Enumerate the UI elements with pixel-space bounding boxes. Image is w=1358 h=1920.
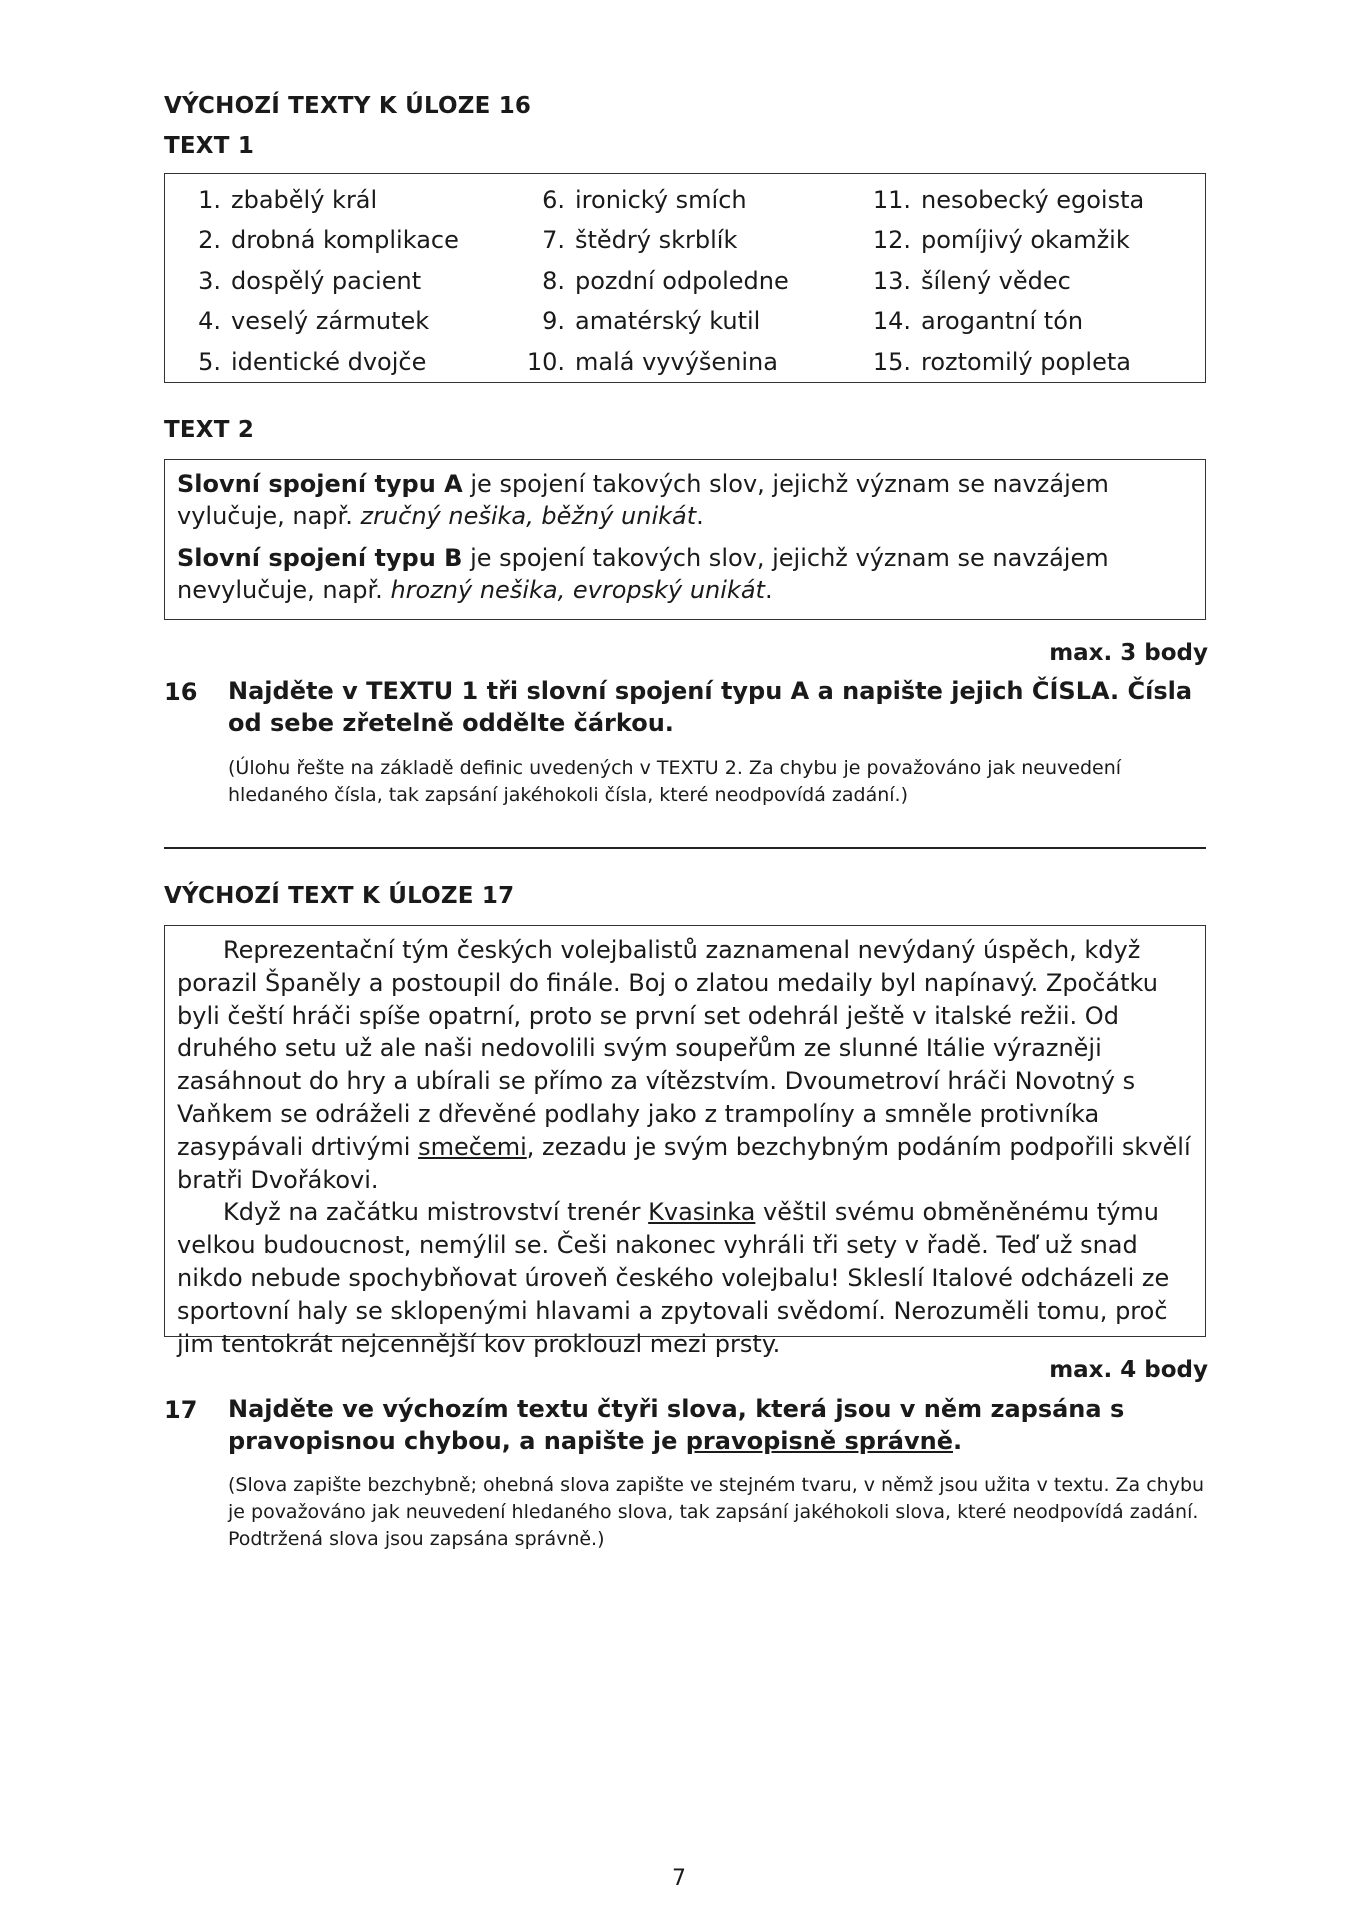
list-item: 8. pozdní odpoledne <box>542 266 789 295</box>
section16-heading: VÝCHOZÍ TEXTY K ÚLOZE 16 <box>164 93 532 119</box>
task16-number: 16 <box>164 678 198 706</box>
list-item: 9. amatérský kutil <box>542 307 761 336</box>
task17-number: 17 <box>164 1396 198 1424</box>
list-item: 4. veselý zármutek <box>198 307 430 336</box>
phrase-column-3 <box>872 180 1145 382</box>
task17-question: Najděte ve výchozím textu čtyři slova, která jsou v něm zapsána s pravopisnou chybou, a napište je pravopisně správně. <box>228 1395 1125 1455</box>
definition-type-b: Slovní spojení typu B je spojení takových slov, jejichž význam se navzájem nevylučuje, např. hrozný nešika, evropský unikát. <box>177 544 1109 604</box>
list-item: 13. šílený vědec <box>872 266 1071 295</box>
phrase-column-2 <box>526 180 789 382</box>
list-item: 12. pomíjivý okamžik <box>872 226 1130 255</box>
text1-heading: TEXT 1 <box>164 133 255 159</box>
text2-definitions <box>164 459 1206 620</box>
section-divider <box>164 847 1206 849</box>
text17-story <box>164 925 1206 1358</box>
list-item: 15. roztomilý popleta <box>872 347 1131 376</box>
list-item: 3. dospělý pacient <box>198 266 422 295</box>
list-item: 2. drobná komplikace <box>198 226 459 255</box>
text1-phrase-list <box>164 173 1206 383</box>
task16-max-points: max. 3 body <box>1049 640 1208 666</box>
exam-page <box>164 0 1208 1920</box>
text2-heading: TEXT 2 <box>164 417 255 443</box>
story-paragraph-1: Reprezentační tým českých volejbalistů zaznamenal nevýdaný úspěch, když porazil Španěly a postoupil do finále. Boj o zlatou medaily byl napínavý. Zpočátku byli čeští hráči spíše opatrní, proto se první set odehrál ještě v italské režii. Od druhého setu už ale naši nedovolili svým soupeřům ze slunné Itálie výrazněji zasáhnout do hry a ubírali se přímo za vítězstvím. Dvoumetroví hráči Novotný s Vaňkem se odráželi z dřevěné podlahy jako z trampolíny a smněle protivníka zasypávali drtivými smečemi, zezadu je svým bezchybným podáním podpořili skvělí bratři Dvořákovi. <box>177 936 1191 1194</box>
phrase-column-1 <box>198 180 459 382</box>
task16-note: (Úlohu řešte na základě definic uvedených v TEXTU 2. Za chybu je považováno jak neuvedení hledaného čísla, tak zapsání jakéhokoli čísla, které neodpovídá zadání.) <box>228 757 1122 806</box>
section17-heading: VÝCHOZÍ TEXT K ÚLOZE 17 <box>164 883 515 909</box>
list-item: 5. identické dvojče <box>198 347 427 376</box>
list-item: 1. zbabělý král <box>198 186 378 214</box>
list-item: 10. malá vyvýšenina <box>526 347 778 376</box>
list-item: 11. nesobecký egoista <box>872 186 1145 214</box>
task16-question: Najděte v TEXTU 1 tři slovní spojení typu A a napište jejich ČÍSLA. Čísla od sebe zřetelně oddělte čárkou. <box>228 677 1193 737</box>
task17-note: (Slova zapište bezchybně; ohebná slova zapište ve stejném tvaru, v němž jsou užita v textu. Za chybu je považováno jak neuvedení hledaného slova, tak zapsání jakéhokoli slova, které neodpovídá zadání. Podtržená slova jsou zapsána správně.) <box>228 1474 1205 1550</box>
task17-max-points: max. 4 body <box>1049 1357 1208 1383</box>
list-item: 6. ironický smích <box>542 186 747 214</box>
list-item: 14. arogantní tón <box>872 307 1084 336</box>
story-paragraph-2: Když na začátku mistrovství trenér Kvasinka věštil svému obměněnému týmu velkou budoucnost, nemýlil se. Češi nakonec vyhráli tři sety v řadě. Teď už snad nikdo nebude spochybňovat úroveň českého volejbalu! Skleslí Italové odcházeli ze sportovní haly se sklopenými hlavami a zpytovali svědomí. Nerozuměli tomu, proč jim tentokrát nejcennější kov proklouzl mezi prsty. <box>177 1198 1170 1358</box>
list-item: 7. štědrý skrblík <box>542 226 738 255</box>
page-number: 7 <box>672 1866 686 1891</box>
definition-type-a: Slovní spojení typu A je spojení takových slov, jejichž význam se navzájem vylučuje, např. zručný nešika, běžný unikát. <box>177 470 1109 530</box>
